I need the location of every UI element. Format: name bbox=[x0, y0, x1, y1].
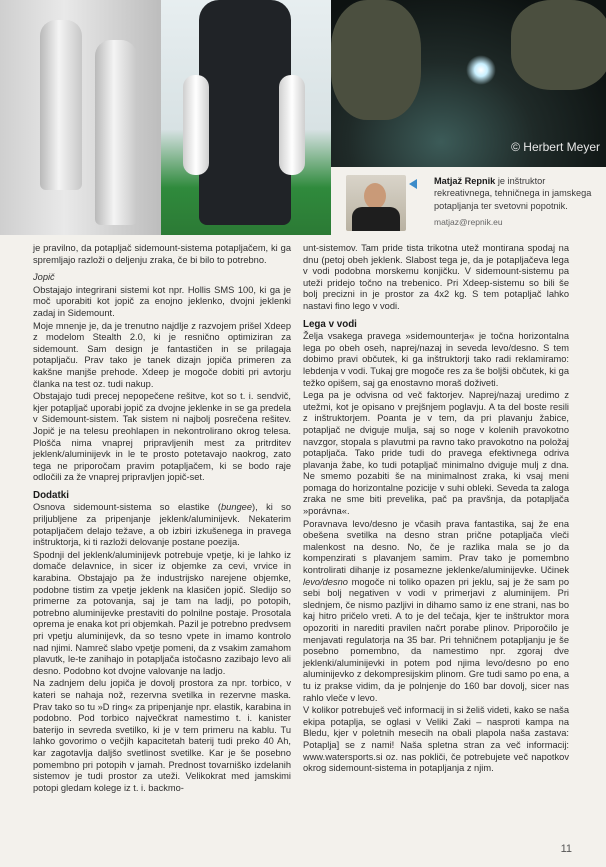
tank-shape bbox=[95, 40, 137, 225]
paragraph bbox=[33, 502, 291, 548]
tank-shape bbox=[40, 20, 82, 190]
author-bio-text: je inštruktor rekreativnega, tehničnega in jamskega potapljanja ter svetovni popotnik. bbox=[434, 176, 592, 211]
cave-rock bbox=[511, 0, 606, 90]
paragraph bbox=[303, 519, 569, 705]
photo-credit: © Herbert Meyer bbox=[511, 140, 600, 154]
author-photo bbox=[346, 175, 406, 231]
tank-shape bbox=[279, 75, 305, 175]
author-bio bbox=[434, 175, 602, 212]
tank-shape bbox=[183, 75, 209, 175]
paragraph: unt-sistemov. Tam pride tista trikotna utež montirana spodaj na dnu (petoj obeh jeklenk. Slabost tega je, da je potapljačeva lega v vodi podobna morskemu konjičku. V sidemount-sistemu pa uteži pridejo točno na trebenico. Pri Xdeep-sistemu so bili še bolj precizni in je prostor za 4x2 kg. S tem potapljač lahko nastavi fino lego v vodi. bbox=[303, 243, 569, 311]
heading-dodatki: Dodatki bbox=[33, 489, 69, 501]
photo-sidemount-tanks bbox=[0, 0, 161, 235]
left-column bbox=[33, 243, 291, 795]
paragraph: Obstajajo tudi precej nepopečene rešitve, kot so t. i. sendvič, kjer potapljač uporabi jopič za dvojne jeklenke in se ga predela v Sidemount-sistem. Tak sistem ni najbolj posrečena rešitev. Jopič je na telesu preohlapen in nekontrolirano okrog telesa. Plošča nima vnaprej pripravljenih mest za pritrditev jeklenk/aluminijevk in le te prosto potetavajo naokrog, zato tega ne priporočam pravim potapljačem, ki se bodo raje odločili za že vnaprej pripravljen jopič-set. bbox=[33, 391, 291, 483]
text-run: mogoče ni toliko opazen pri jeklu, saj je že sam po sebi bolj negativen v vodi v primerjavi z aluminijem. Pri slednjem, če nismo pazljivi in dihamo samo iz ene strani, nas bo kaj hitro pričelo vreti. A to je del tečaja, kjer te inštruktor mora opozoriti in narediti pravilen načrt porabe plinov. Priporočilo je menjavati regulatorja na 35 bar. Pri tehničnem potapljanju je še posebno pomembno, da namestimo npr. zgoraj dve jeklenki/aluminijevki in potem pod njima levo/desno po eno aluminijevko z dekompresijskim plinom. Gre tudi samo po ena, a tu iz prakse vidim, da je polnjenje do 160 bar dovolj, sicer nas rahlo vleče v levo. bbox=[303, 576, 569, 703]
paragraph: Lega pa je odvisna od več faktorjev. Naprej/nazaj uredimo z utežmi, kot je opisano v prejšnjem poglavju. A ta del boste resili z inštruktorjem. Poanta je v tem, da pri plavanju žabice, potapljač ne dviguje mulja, saj so noge v kolenih pravokotno navzgor, stopala s plavutmi pa ravno tako pravokotno na položaj potapljača. Tako pride tudi do pravega efektivnega odriva plavanja žabe, ko tudi potapljač minimalno dviguje mulj z dna. Ne smemo pozabiti še na minimalnost zraka, ki vsaj meni pomaga do horizontalne pozicije v suhi obleki. Seveda ta zaloga zraka ne sme biti prevelika, pač pa pravšnja, da potapljača »porávna«. bbox=[303, 390, 569, 517]
paragraph: Moje mnenje je, da je trenutno najdlje z razvojem prišel Xdeep z modelom Stealth 2.0, ki je resnično optimiziran za sidemount. Sam design je fantastičen in se prilagaja potapljaču. Prav tako je tanek dizajn jopiča primeren za kakšne manjše prehode. Xdeep je mogoče dobiti pri avtorju članka na test oz. tudi nakup. bbox=[33, 320, 291, 389]
paragraph: Želja vsakega pravega »sidemounterja« je točna horizontalna lega po obeh oseh, naprej/nazaj in seveda levo/desno. S tem dobimo pravi občutek, ki ga inštruktorji tako radi reklamiramo: lebdenja v vodi. Tukaj gre mogoče res za še boljši občutek, ki ga težko opišem, saj ga enostavno moraš doživeti. bbox=[303, 331, 569, 388]
author-head bbox=[364, 183, 386, 209]
paragraph: Na zadnjem delu jopiča je dovolj prostora za npr. torbico, v kateri se nahaja nož, rezervna svetilka in rezervne maska. Prav tako so tu »D ring« za pripenjanje npr. elastik, karabina in podobno. Pod torbico največkrat namestimo t. i. kanister baterijo in sevreda svetilko, ki je v tem primeru na kablu. Tu lahko govorimo o večjih kapacitetah baterij tudi preko 40 Ah, kar zagotavlja daljšo svetlinost svetilke. Kar je še posebno pomembno pri potopih v jamah. Prednost tovarniško izdelanih sistemov je tudi prostor za uteži. Velikokrat med jamskimi potopi gledam kolege iz t. i. backmo- bbox=[33, 678, 291, 793]
text-run: Osnova sidemount-sistema so elastike ( bbox=[33, 502, 221, 513]
italic-run: levo/desno bbox=[303, 576, 348, 587]
paragraph: Obstajajo integrirani sistemi kot npr. Hollis SMS 100, ki ga je moč uporabiti kot jopič za enojno jeklenko, dvojni jeklenki zadaj in Sidemount. bbox=[33, 284, 291, 318]
text-run: Poravnava levo/desno je včasih prava fantastika, saj že ena obešena svetilka na desno stran prične potapljača vleči malenkost na desno. No, če je razlika mala se jo da kompenzirati s plavanjem samim. Prav tako je pomembno kontrolirati dihanje iz posamezne jeklenke/aluminijevke. Učinek bbox=[303, 518, 569, 576]
paragraph: je pravilno, da potapljač sidemount-sistema potapljačem, ki ga spremljajo razloži o deljenju zraka, če bi bilo to potrebno. bbox=[33, 243, 291, 265]
diver-light bbox=[466, 55, 496, 85]
text-run: ), ki so priljubljene za pripenjanje jeklenk/aluminijevk. Nekaterim potapljačem delajo težave, a ob izbiri izkušenega in pravega inštruktorja, ki ti razloži delovanje postane poezija. bbox=[33, 502, 291, 548]
cave-rock bbox=[331, 0, 421, 120]
author-email[interactable]: matjaz@repnik.eu bbox=[434, 217, 503, 227]
photo-diver-back bbox=[161, 0, 331, 235]
page-number: 11 bbox=[560, 843, 572, 855]
photo-cave-diver bbox=[331, 0, 606, 167]
photo-strip bbox=[0, 0, 606, 167]
triangle-marker-icon bbox=[409, 179, 417, 189]
diver-silhouette bbox=[199, 0, 291, 225]
paragraph: Spodnji del jeklenk/aluminijevk potrebuje vpetje, ki je lahko iz domače delavnice, in sicer iz objemke za cevi, vrvice in karabina. Obstajajo pa že industrijsko narejene objemke, podobne tistim za vpetje jeklenk na klasičen jopič. Sledijo so primerne za potovanja, saj je tam na ladji, po potopih, potrebno aluminijevke prestaviti do polnilne postaje. Prosotala oprema je enaka kot pri objemkah. Pazil je potrebno predvsem pri vpetju aluminijevk, da so tesno vpete in imamo kontrolo nad njimi. Namreč slabo vpetje pomeni, da z vsakim zamahom plavutk, le-te zanihajo in potapljača istočasno zazibajo levo ali desno. Podobno kot dvojne valovanje na ladjo. bbox=[33, 549, 291, 676]
author-box bbox=[331, 167, 606, 235]
author-name: Matjaž Repnik bbox=[434, 176, 496, 186]
italic-run: bungee bbox=[221, 502, 253, 513]
paragraph: V kolikor potrebuješ več informacij in si želiš videti, kako se naša ekipa potaplja, se oglasi v Veliki Zaki – nasproti kampa na Bledu, kjer v poletnih mesecih na obali plapola naša zastava: Potaplja] se z nami! Naša spletna stran za več informacij: www.watersports.si oz. nas pokliči, če potrebujete več napotkov okrog sidemount-sistema in potapljanja z njim. bbox=[303, 705, 569, 774]
subheading-jopic: Jopič bbox=[33, 272, 55, 283]
right-column bbox=[303, 243, 569, 776]
author-body bbox=[352, 207, 400, 231]
heading-lega-v-vodi: Lega v vodi bbox=[303, 318, 357, 330]
